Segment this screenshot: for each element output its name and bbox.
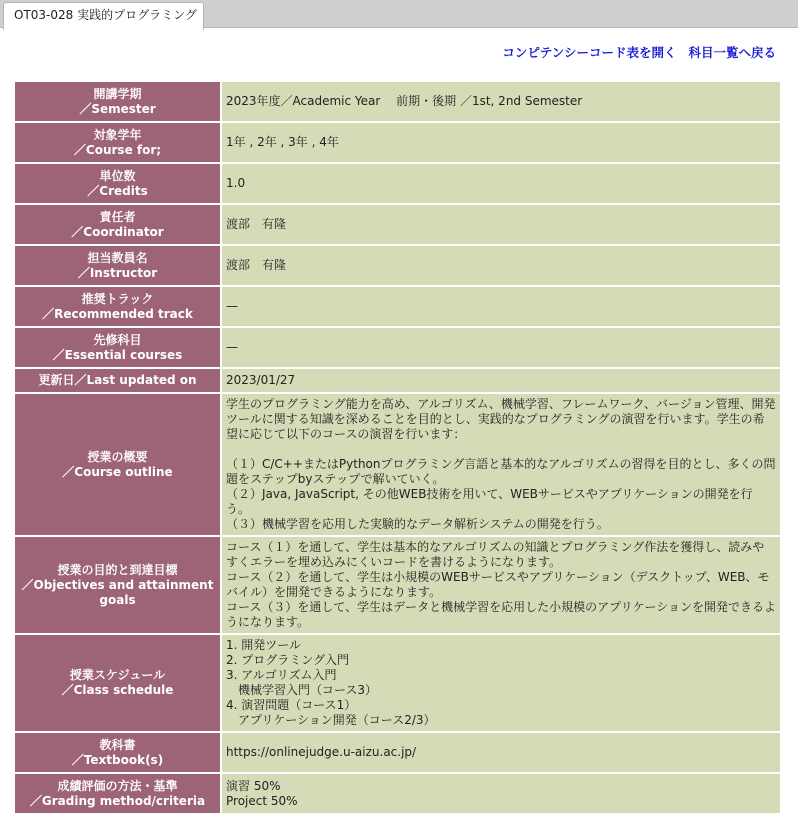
row-label: [15, 774, 222, 813]
row-coordinator: [15, 205, 780, 244]
row-value: 2023/01/27: [222, 369, 780, 392]
row-value: —: [222, 328, 780, 367]
row-value: 1. 開発ツール 2. プログラミング入門 3. アルゴリズム入門 機械学習入門（コース3） 4. 演習問題（コース1） アプリケーション開発（コース2/3）: [222, 635, 780, 731]
row-label: 更新日／Last updated on: [15, 369, 222, 392]
row-value: コース（１）を通して、学生は基本的なアルゴリズムの知識とプログラミング作法を獲得し、読みやすくエラーを埋め込みにくいコードを書けるようになります。 コース（２）を通して、学生は小規模のWEBサービスやアプリケーション（デスクトップ、WEB、モバイル）を開発できるようになります。 コース（３）を通して、学生はデータと機械学習を応用した小規模のアプリケーションを開発できるようになります。: [222, 537, 780, 633]
label-ja: 単位数: [99, 168, 136, 183]
label-en: ／Grading method/criteria: [29, 793, 206, 808]
label-en: ／Coordinator: [71, 224, 164, 239]
row-semester: [15, 82, 780, 121]
row-value: 渡部 有隆: [222, 205, 780, 244]
row-value: 演習 50% Project 50%: [222, 774, 780, 813]
row-objectives: [15, 537, 780, 633]
row-label: [15, 733, 222, 772]
label-ja: 推奨トラック: [81, 291, 154, 306]
row-class-schedule: [15, 635, 780, 731]
row-textbook: [15, 733, 780, 772]
tab-bar: [0, 0, 798, 28]
label-ja: 成績評価の方法・基準: [57, 778, 178, 793]
label-en: ／Class schedule: [61, 683, 174, 697]
label-ja: 授業スケジュール: [69, 668, 166, 682]
row-label: [15, 82, 222, 121]
top-links: [502, 43, 776, 61]
row-label: [15, 246, 222, 285]
row-recommended-track: [15, 287, 780, 326]
competency-code-link[interactable]: コンピテンシーコード表を開く: [502, 45, 677, 60]
label-ja: 担当教員名: [87, 250, 148, 265]
label-en: ／Semester: [79, 101, 156, 116]
label-ja: 教科書: [99, 737, 136, 752]
syllabus-table: [15, 80, 780, 815]
label-ja: 責任者: [99, 209, 136, 224]
row-value: —: [222, 287, 780, 326]
row-label: [15, 537, 222, 633]
tab-course[interactable]: OT03-028 実践的プログラミング: [3, 2, 204, 30]
row-last-updated: [15, 369, 780, 392]
row-value: 1年 , 2年 , 3年 , 4年: [222, 123, 780, 162]
label-en: ／Course for;: [73, 142, 162, 157]
row-value: 2023年度／Academic Year 前期・後期 ／1st, 2nd Semester: [222, 82, 780, 121]
row-label: [15, 394, 222, 535]
label-en: ／Textbook(s): [71, 752, 164, 767]
row-value: https://onlinejudge.u-aizu.ac.jp/: [222, 733, 780, 772]
row-label: [15, 164, 222, 203]
row-label: [15, 287, 222, 326]
row-label: [15, 123, 222, 162]
label-ja: 授業の概要: [87, 449, 148, 464]
label-ja: 開講学期: [93, 86, 142, 101]
row-instructor: [15, 246, 780, 285]
row-grading: [15, 774, 780, 813]
row-label: [15, 205, 222, 244]
row-value: 渡部 有隆: [222, 246, 780, 285]
row-course-outline: [15, 394, 780, 535]
row-course-for: [15, 123, 780, 162]
label-en: ／Course outline: [62, 464, 173, 479]
label-ja: 先修科目: [93, 332, 142, 347]
label-en: ／Instructor: [77, 265, 158, 280]
row-value: 1.0: [222, 164, 780, 203]
label-en: ／Essential courses: [52, 347, 183, 362]
row-label: [15, 635, 222, 731]
label-ja: 対象学年: [93, 127, 142, 142]
row-credits: [15, 164, 780, 203]
row-label: [15, 328, 222, 367]
row-essential-courses: [15, 328, 780, 367]
label-ja: 授業の目的と到達目標: [57, 562, 178, 577]
label-en: ／Objectives and attainment goals: [21, 577, 214, 607]
label-en: ／Recommended track: [42, 306, 193, 321]
label-en: ／Credits: [87, 183, 148, 198]
row-value: 学生のプログラミング能力を高め、アルゴリズム、機械学習、フレームワーク、バージョン管理、開発ツールに関する知識を深めることを目的とし、実践的なプログラミングの演習を行います。学生の希望に応じて以下のコースの演習を行います： （１）C/C++またはPythonプログラミング言語と基本的なアルゴリズムの習得を目的とし、多くの問題をステップbyステップで解いていく。 （２）Java, JavaScript, その他WEB技術を用いて、WEBサービスやアプリケーションの開発を行う。 （３）機械学習を応用した実験的なデータ解析システムの開発を行う。: [222, 394, 780, 535]
back-to-list-link[interactable]: 科目一覧へ戻る: [688, 45, 776, 60]
